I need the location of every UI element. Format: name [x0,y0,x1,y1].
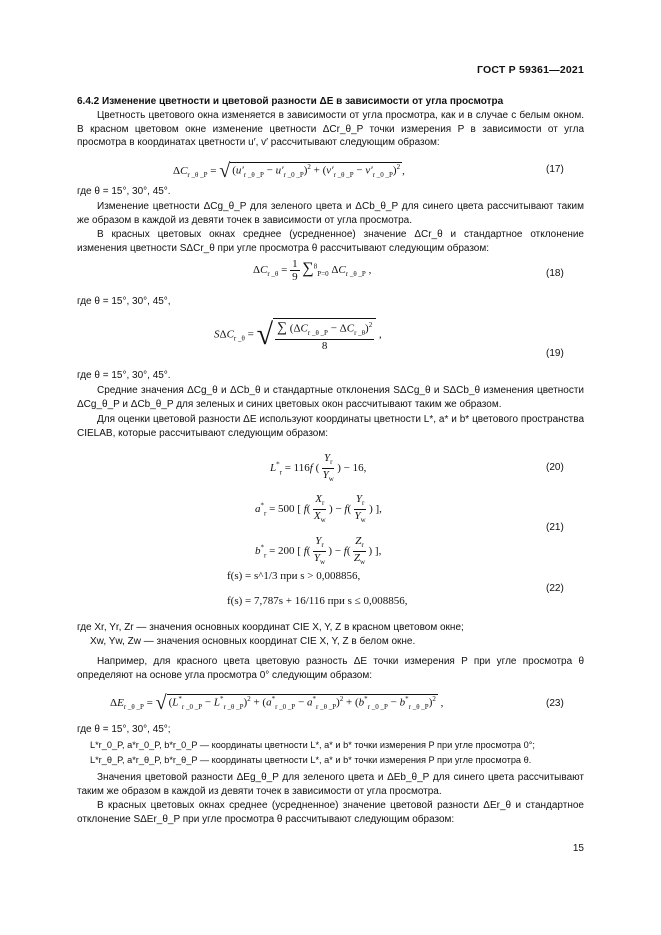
where-23: где θ = 15°, 30°, 45°; [77,724,171,735]
where-22a: где Xr, Yr, Zr — значения основных координат CIE X, Y, Z в красном цветовом окне; [77,622,464,633]
where-19: где θ = 15°, 30°, 45°. [77,370,171,381]
equation-22a: f(s) = s^1/3 при s > 0,008856, [227,570,361,582]
paragraph-6: Например, для красного цвета цветовую разность ΔE точки измерения P при угле просмотра θ определяют на основе угла просмотра 0° следующим образом: [77,656,584,681]
standard-code: ГОСТ Р 59361—2021 [476,64,584,76]
equation-number-20: (20) [546,462,564,473]
paragraph-1: Цветность цветового окна изменяется в зависимости от угла просмотра, как и в случае с белым окном. В красном цветовом окне изменение цветности ΔCr_θ_P точки измерения P в зависимости от угла просмотра в координатах цветности u′, v′ рассчитывают следующим образом: [77,110,584,149]
equation-number-19: (19) [546,348,564,359]
equation-18: $\Delta C_{r \_\theta}$ = $\frac{1}{9}$ ∑$^8_{P=0}$ $\Delta C_{r \_\theta \_P}$ , [253,258,372,283]
section-title: 6.4.2 Изменение цветности и цветовой разности ΔE в зависимости от угла просмотра [77,96,504,107]
equation-number-22: (22) [546,583,564,594]
equation-20: $L^*_r = 116f$ ( $\frac{Y_r}{Y_w}$ ) − 16, [270,452,367,484]
equation-19: $S\Delta C_{r \_\theta}$ = √ $\frac{\sum (\Delta C_{r \_\theta \_P} - \Delta C_{r \_\theta})^2}{8}$ , [214,318,382,352]
equation-21a: $a^*_r = 500$ [ f( $\frac{X_r}{X_w}$ ) − f( $\frac{Y_r}{Y_w}$ ) ], [255,493,382,525]
equation-17: $\Delta C_{r \_\theta \_P}$ = √ $(u'_{r \_\theta \_P} - u'_{r \_0 \_P})^2 + (v'_{r \_\theta \_P} - v'_{r \_0 \_P})^2$ , [173,160,405,182]
equation-number-21: (21) [546,522,564,533]
equation-22b: f(s) = 7,787s + 16/116 при s ≤ 0,008856, [227,595,408,607]
where-18: где θ = 15°, 30°, 45°, [77,296,171,307]
where-23a: L*r_0_P, a*r_0_P, b*r_0_P — координаты цветности L*, a* и b* точки измерения P при угле просмотра 0°; [90,740,535,750]
equation-number-18: (18) [546,268,564,279]
page-number: 15 [572,843,584,854]
paragraph-7: Значения цветовой разности ΔEg_θ_P для зеленого цвета и ΔEb_θ_P для синего цвета рассчитывают таким же образом в каждой из девяти точек в зависимости от угла просмотра. [77,772,584,797]
where-23b: L*r_θ_P, a*r_θ_P, b*r_θ_P — координаты цветности L*, a* и b* точки измерения P при угле просмотра θ. [90,755,532,765]
paragraph-5: Для оценки цветовой разности ΔE используют координаты цветности L*, a* и b* цветового пространства CIELAB, которые рассчитывают следующим образом: [77,414,584,439]
equation-number-23: (23) [546,698,564,709]
paragraph-3: В красных цветовых окнах среднее (усредненное) значение ΔCr_θ и стандартное отклонение изменения цветности SΔCr_θ при угле просмотра θ рассчитывают следующим образом: [77,229,584,254]
where-17: где θ = 15°, 30°, 45°. [77,186,171,197]
paragraph-8: В красных цветовых окнах среднее (усредненное) значение цветовой разности ΔEr_θ и стандартное отклонение SΔEr_θ_P при угле просмотра θ рассчитывают следующим образом: [77,800,584,825]
paragraph-4: Средние значения ΔCg_θ и ΔCb_θ и стандартные отклонения SΔCg_θ и SΔCb_θ изменения цветности ΔCg_θ_P и ΔCb_θ_P для зеленых и синих цветовых окон рассчитывают таким же образом. [77,385,584,410]
equation-21b: $b^*_r = 200$ [ f( $\frac{Y_r}{Y_w}$ ) − f( $\frac{Z_r}{Z_w}$ ) ], [255,535,382,567]
equation-23: $\Delta E_{r \_\theta \_P}$ = √ $(L^*_{r \_0 \_P} - L^*_{r \_\theta \_P})^2 + (a^*_{r \_0 \_P} - a^*_{r \_\theta \_P})^2 + (b^*_{r \_0 \_P} - b^*_{r \_\theta \_P})^2$ , [110,692,444,714]
equation-number-17: (17) [546,164,564,175]
paragraph-2: Изменение цветности ΔCg_θ_P для зеленого цвета и ΔCb_θ_P для синего цвета рассчитывают таким же образом в каждой из девяти точек в зависимости от угла просмотра. [77,201,584,226]
where-22b: Xw, Yw, Zw — значения основных координат CIE X, Y, Z в белом окне. [90,636,416,647]
